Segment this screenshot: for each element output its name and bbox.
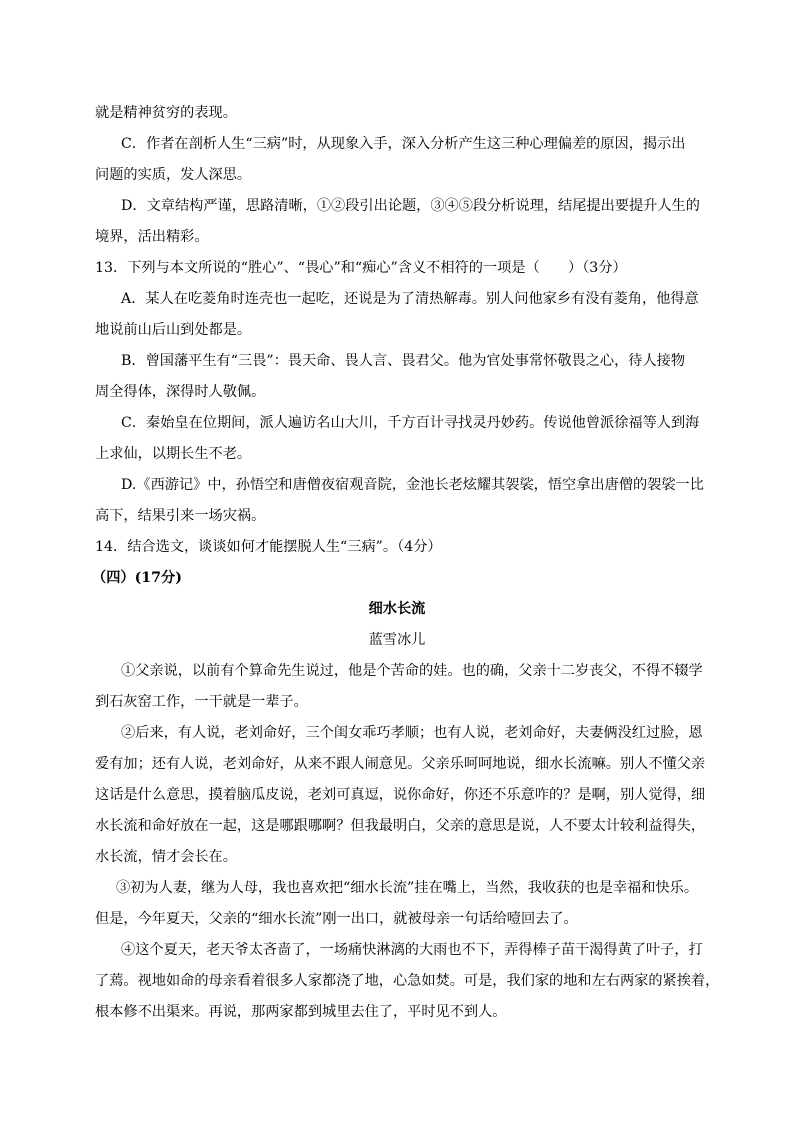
passage-paragraph-2-line-1: ②后来，有人说，老刘命好，三个闺女乖巧孝顺；也有人说，老刘命好，夫妻俩没红过脸，恩 [121,725,703,741]
question-13-option-c-line-2: 上求仙，以期长生不老。 [95,446,252,462]
option-d-line-1: D．文章结构严谨，思路清晰，①②段引出论题，③④⑤段分析说理，结尾提出要提升人生的 [121,198,700,214]
passage-paragraph-2-line-3: 这话是什么意思，摸着脑瓜皮说，老刘可真逗，说你命好，你还不乐意咋的？是啊，别人觉得，细 [95,787,706,803]
question-13-option-a-line-1: A．某人在吃菱角时连壳也一起吃，还说是为了清热解毒。别人问他家乡有没有菱角，他得意 [121,291,699,307]
passage-paragraph-4-line-3: 根本修不出渠来。再说，那两家都到城里去住了，平时见不到人。 [95,1004,507,1020]
question-13-option-d-line-1: D.《西游记》中，孙悟空和唐僧夜宿观音院，金池长老炫耀其袈裟，悟空拿出唐僧的袈裟一比 [121,477,704,493]
passage-author: 蓝雪冰儿 [368,632,426,648]
passage-paragraph-1-line-2: 到石灰窑工作，一干就是一辈子。 [95,694,308,710]
passage-paragraph-4-line-1: ④这个夏天，老天爷太吝啬了，一场痛快淋漓的大雨也不下，弄得棒子苗干渴得黄了叶子，打 [121,942,703,958]
question-14-stem: 14．结合选文，谈谈如何才能摆脱人生“三病”。（4分） [95,539,442,555]
passage-paragraph-2-line-4: 水长流和命好放在一起，这是哪跟哪啊？但我最明白，父亲的意思是说，人不要太计较利益得失， [95,818,706,834]
passage-paragraph-3-line-2: 但是，今年夏天，父亲的“细水长流”刚一出口，就被母亲一句话给噎回去了。 [95,911,578,927]
option-c-line-2: 问题的实质，发人深思。 [95,167,252,183]
question-13-option-a-line-2: 地说前山后山到处都是。 [95,322,252,338]
passage-paragraph-2-line-2: 爱有加；还有人说，老刘命好，从来不跟人闹意见。父亲乐呵呵地说，细水长流嘛。别人不懂父亲 [95,756,706,772]
question-13-option-b-line-2: 周全得体，深得时人敬佩。 [95,384,266,400]
passage-title: 细水长流 [368,601,426,617]
option-c-line-1: C．作者在剖析人生“三病”时，从现象入手，深入分析产生这三种心理偏差的原因，揭示出 [121,136,686,152]
option-d-line-2: 境界，活出精彩。 [95,229,209,245]
passage-paragraph-1-line-1: ①父亲说，以前有个算命先生说过，他是个苦命的娃。也的确，父亲十二岁丧父，不得不辍学 [121,663,703,679]
section-4-heading: （四）(17分) [92,570,182,586]
question-13-option-d-line-2: 高下，结果引来一场灾祸。 [95,508,266,524]
question-13-stem: 13．下列与本文所说的“胜心”、“畏心”和“痴心”含义不相符的一项是（ ）（3分） [95,260,627,276]
passage-paragraph-4-line-2: 了蔫。视地如命的母亲看着很多人家都浇了地，心急如焚。可是，我们家的地和左右两家的紧挨着， [95,973,720,989]
question-13-option-c-line-1: C．秦始皇在位期间，派人遍访名山大川，千方百计寻找灵丹妙药。传说他曾派徐福等人到海 [121,415,700,431]
passage-paragraph-2-line-5: 水长流，情才会长在。 [95,849,237,865]
option-b-tail: 就是精神贫穷的表现。 [95,105,237,121]
passage-paragraph-3-line-1: ③初为人妻，继为人母，我也喜欢把“细水长流”挂在嘴上，当然，我收获的也是幸福和快乐。 [116,880,699,896]
question-13-option-b-line-1: B．曾国藩平生有“三畏”：畏天命、畏人言、畏君父。他为官处事常怀敬畏之心，待人接物 [121,353,686,369]
